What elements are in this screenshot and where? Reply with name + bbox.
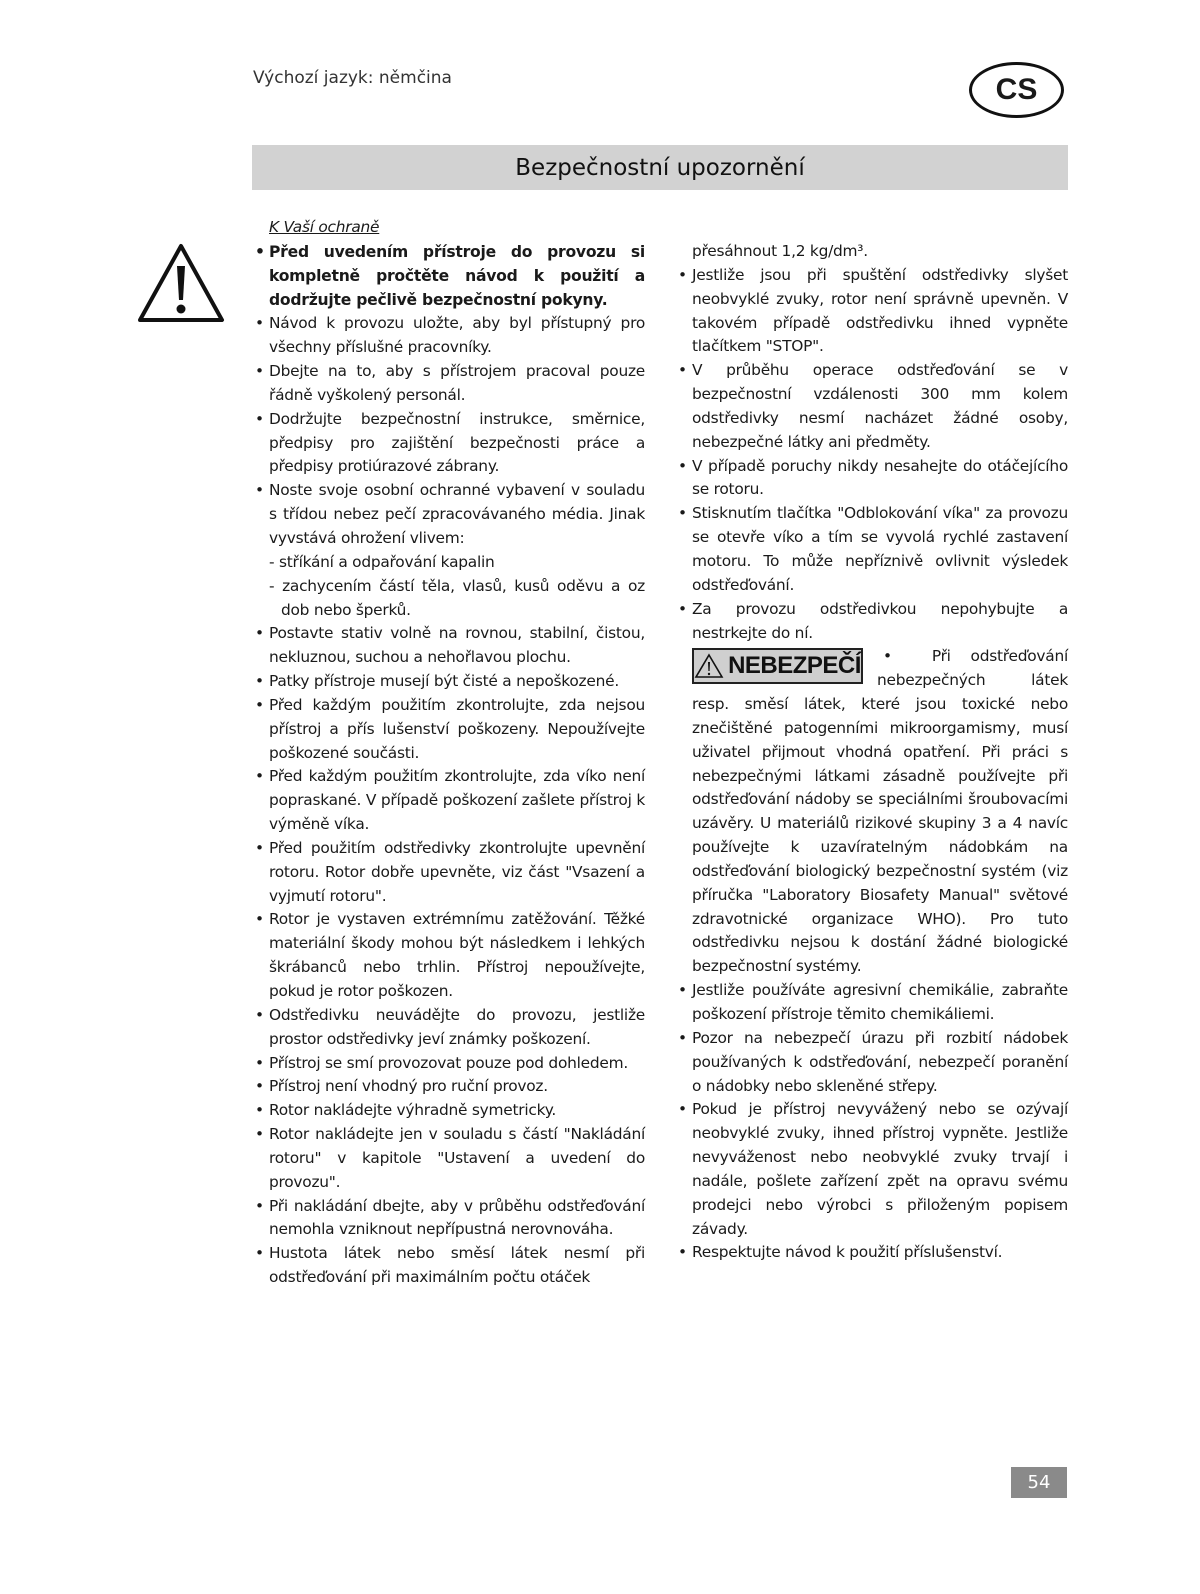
bullet: • xyxy=(678,361,687,380)
bullet: • xyxy=(255,314,264,333)
list-item xyxy=(676,502,1068,597)
language-badge: CS xyxy=(969,62,1064,118)
list-item xyxy=(253,670,645,694)
sub-list xyxy=(253,551,645,623)
bullet: • xyxy=(255,242,265,261)
bullet: • xyxy=(678,1028,687,1047)
list-item xyxy=(676,455,1068,503)
bullet: • xyxy=(678,456,687,475)
list-item xyxy=(253,622,645,670)
list-item-text: Přístroj se smí provozovat pouze pod dohledem. xyxy=(269,1053,628,1072)
bullet: • xyxy=(255,672,264,691)
sub-list-item: - zachycením částí těla, vlasů, kusů oděvu a oz dob nebo šperků. xyxy=(269,576,645,619)
list-item xyxy=(253,1004,645,1052)
danger-text: Při odstřeďování nebezpečných látek resp. směsí látek, které jsou toxické nebo znečištěné patogenními mikroorgamismy, musí uživatel přijmout vhodná opatření. Při práci s nebezpečnými látkami zásadně používejte při odstřeďování nádoby se speciálními šroubovacími uzávěry. U materiálů rizikové skupiny 3 a 4 navíc používejte k uzavíratelným nádobkám na odstřeďování biologický bezpečnostní systém (viz příručka "Laboratory Biosafety Manual" světové zdravotnické organizace WHO). Pro tuto odstředivku nejsou k dostání žádné biologické bezpečnostní systémy. xyxy=(692,647,1068,976)
list-item-text: Návod k provozu uložte, aby byl přístupný pro všechny příslušné pracovníky. xyxy=(269,314,645,357)
list-item xyxy=(253,908,645,1003)
bullet: • xyxy=(255,767,264,786)
list-item xyxy=(676,359,1068,454)
warning-triangle-icon xyxy=(136,242,226,324)
list-item-text: Před použitím odstředivky zkontrolujte upevnění rotoru. Rotor dobře upevněte, viz část "Vsazení a vyjmutí rotoru". xyxy=(269,838,645,905)
list-item xyxy=(676,264,1068,359)
list-item xyxy=(253,360,645,408)
list-item-text: Při nakládání dbejte, aby v průběhu odstřeďování nemohla vzniknout nepřípustná nerovnováha. xyxy=(269,1196,645,1239)
list-item xyxy=(253,1123,645,1195)
list-item-text: Dodržujte bezpečnostní instrukce, směrnice, předpisy pro zajištění bezpečnosti práce a předpisy protiúrazové zábrany. xyxy=(269,409,645,476)
list-item xyxy=(676,979,1068,1027)
list-item-text: Přístroj není vhodný pro ruční provoz. xyxy=(269,1077,548,1096)
list-item-text: Za provozu odstředivkou nepohybujte a nestrkejte do ní. xyxy=(692,599,1068,642)
section-heading: K Vaší ochraně xyxy=(269,218,380,236)
list-item-text: Stisknutím tlačítka "Odblokování víka" za provozu se otevře víko a tím se vyvolá rychlé zastavení motoru. To může nepříznivě ovlivnit výsledek odstřeďování. xyxy=(692,504,1068,594)
language-note: Výchozí jazyk: němčina xyxy=(253,68,452,88)
list-item xyxy=(253,241,645,313)
bullet: • xyxy=(255,1125,264,1144)
list-item xyxy=(676,1027,1068,1099)
list-item-text: Respektujte návod k použití příslušenství. xyxy=(692,1243,1003,1262)
list-item-text: Před každým použitím zkontrolujte, zda víko není popraskané. V případě poškození zašlete přístroj k výměně víka. xyxy=(269,767,645,834)
list-item-text: Hustota látek nebo směsí látek nesmí při odstřeďování při maximálním počtu otáček xyxy=(269,1244,645,1287)
list-item-text: Pokud je přístroj nevyvážený nebo se ozývají neobvyklé zvuky, ihned přístroj vypněte. Jestliže nevyváženost nebo neobvyklé zvuky trvají i nadále, pošlete zařízení zpět na opravu svému prodejci nebo výrobci s přiloženým popisem závady. xyxy=(692,1100,1068,1238)
bullet: • xyxy=(255,481,264,500)
list-item-text: V případě poruchy nikdy nesahejte do otáčejícího se rotoru. xyxy=(692,456,1068,499)
bullet: • xyxy=(255,695,264,714)
bullet: • xyxy=(255,1053,264,1072)
list-item xyxy=(676,1241,1068,1265)
page-title: Bezpečnostní upozornění xyxy=(252,145,1068,190)
bullet: • xyxy=(255,1101,264,1120)
list-item xyxy=(253,1242,645,1290)
list-item xyxy=(253,1075,645,1099)
list-item xyxy=(676,598,1068,646)
list-item-text: Postavte stativ volně na rovnou, stabilní, čistou, nekluznou, suchou a nehořlavou plochu. xyxy=(269,624,645,667)
list-item xyxy=(253,765,645,837)
list-item-text: Pozor na nebezpečí úrazu při rozbití nádobek používaných k odstřeďování, nebezpečí poranění o nádobky nebo skleněné střepy. xyxy=(692,1028,1068,1095)
page-number: 54 xyxy=(1011,1467,1067,1498)
bullet: • xyxy=(678,504,687,523)
list-item xyxy=(253,479,645,551)
continued-text: přesáhnout 1,2 kg/dm³. xyxy=(692,242,868,260)
list-item xyxy=(253,408,645,480)
list-item xyxy=(253,1052,645,1076)
bullet: • xyxy=(255,838,264,857)
danger-label xyxy=(692,648,863,684)
list-item-text: Před každým použitím zkontrolujte, zda nejsou přístroj a přís lušenství poškozeny. Nepoužívejte poškozené součásti. xyxy=(269,695,645,762)
list-item xyxy=(253,694,645,766)
list-item xyxy=(253,1195,645,1243)
bullet: • xyxy=(255,910,264,929)
bullet: • xyxy=(255,1005,264,1024)
bullet: • xyxy=(678,265,687,284)
danger-label-text: NEBEZPEČÍ xyxy=(728,652,861,680)
list-item-text: Rotor nakládejte jen v souladu s částí "Nakládání rotoru" v kapitole "Ustavení a uvedení do provozu". xyxy=(269,1125,645,1191)
list-item-text: Rotor je vystaven extrémnímu zatěžování. Těžké materiální škody mohou být následkem i lehkých škrábanců nebo trhlin. Přístroj nepoužívejte, pokud je rotor poškozen. xyxy=(269,910,645,1000)
list-item xyxy=(253,312,645,360)
bullet: • xyxy=(255,624,264,643)
bullet: • xyxy=(678,981,687,1000)
list-item-text: Dbejte na to, aby s přístrojem pracoval pouze řádně vyškolený personál. xyxy=(269,362,645,404)
list-item xyxy=(253,1099,645,1123)
bullet: • xyxy=(678,1100,687,1119)
bullet: • xyxy=(255,1077,264,1096)
list-item-text: Jestliže jsou při spuštění odstředivky slyšet neobvyklé zvuky, rotor není správně upevněn. V takovém případě odstředivku ihned vypněte tlačítkem "STOP". xyxy=(692,265,1068,356)
left-column xyxy=(253,216,645,1290)
bullet: • xyxy=(883,647,892,666)
danger-paragraph xyxy=(676,645,1068,979)
list-item-text: Odstředivku neuvádějte do provozu, jestliže prostor odstředivky jeví známky poškození. xyxy=(269,1005,645,1048)
bullet: • xyxy=(678,1243,687,1262)
list-item-text: Patky přístroje musejí být čisté a nepoškozené. xyxy=(269,672,619,691)
bullet: • xyxy=(255,362,264,381)
sub-list-item: - stříkání a odpařování kapalin xyxy=(269,552,495,571)
right-column xyxy=(676,240,1068,1265)
bullet: • xyxy=(255,1196,264,1215)
list-item-text: V průběhu operace odstřeďování se v bezpečnostní vzdálenosti 300 mm kolem odstředivky nesmí nacházet žádné osoby, nebezpečné látky ani předměty. xyxy=(692,361,1068,451)
bullet: • xyxy=(255,409,264,428)
bullet: • xyxy=(678,599,687,618)
list-item xyxy=(676,1098,1068,1241)
list-item-text: Před uvedením přístroje do provozu si kompletně pročtěte návod k použití a dodržujte pečlivě bezpečnostní pokyny. xyxy=(269,242,645,309)
bullet: • xyxy=(255,1244,264,1263)
list-item-text: Rotor nakládejte výhradně symetricky. xyxy=(269,1101,557,1120)
warning-icon xyxy=(694,653,724,679)
list-item xyxy=(253,837,645,909)
list-item-text: Jestliže používáte agresivní chemikálie, zabraňte poškození přístroje těmito chemikáliemi. xyxy=(692,981,1068,1023)
list-item-text: Noste svoje osobní ochranné vybavení v souladu s třídou nebez pečí zpracovávaného média. Jinak vyvstává ohrožení vlivem: xyxy=(269,481,645,547)
